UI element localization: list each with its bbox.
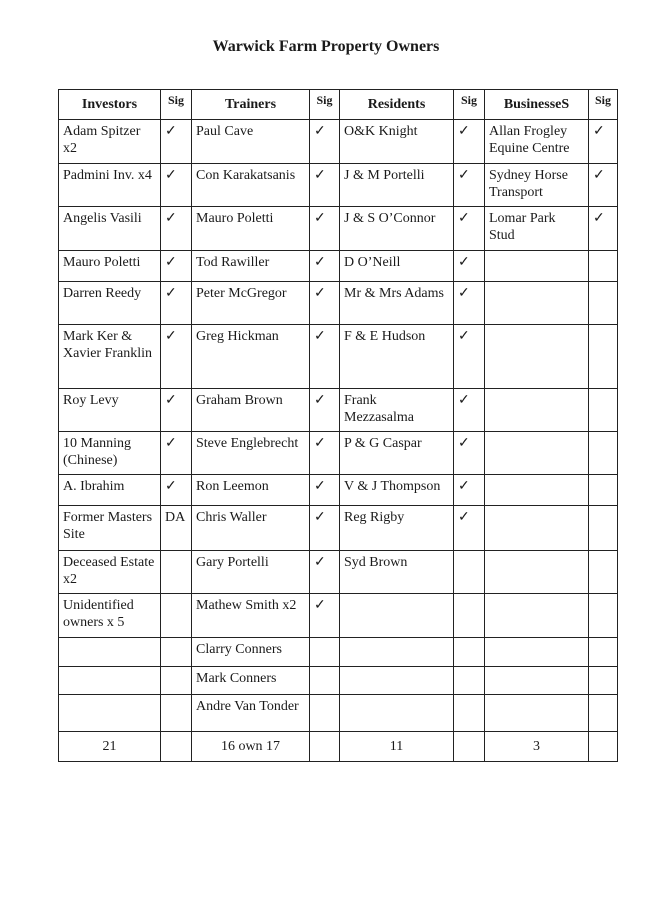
investor-cell: Adam Spitzer x2 bbox=[59, 120, 161, 164]
sig-trainer-cell: ✓ bbox=[310, 551, 340, 594]
table-row bbox=[59, 389, 618, 432]
business-cell: Lomar Park Stud bbox=[485, 207, 589, 251]
table-row bbox=[59, 551, 618, 594]
business-cell bbox=[485, 475, 589, 506]
totals-row bbox=[59, 732, 618, 762]
trainer-cell: Tod Rawiller bbox=[192, 251, 310, 282]
sig-trainer-cell: ✓ bbox=[310, 325, 340, 389]
investor-cell bbox=[59, 695, 161, 732]
trainer-cell: Chris Waller bbox=[192, 506, 310, 551]
sig-business-cell bbox=[589, 667, 618, 695]
trainer-cell: Mauro Poletti bbox=[192, 207, 310, 251]
sig-trainer-cell: ✓ bbox=[310, 251, 340, 282]
sig-resident-cell: ✓ bbox=[454, 120, 485, 164]
sig-resident-cell: ✓ bbox=[454, 389, 485, 432]
sig-resident-cell: ✓ bbox=[454, 282, 485, 325]
table-row bbox=[59, 475, 618, 506]
sig-resident-cell bbox=[454, 667, 485, 695]
table-row bbox=[59, 325, 618, 389]
business-cell bbox=[485, 594, 589, 638]
resident-cell: J & S O’Connor bbox=[340, 207, 454, 251]
sig-business-cell bbox=[589, 695, 618, 732]
resident-cell bbox=[340, 638, 454, 667]
trainer-cell: Paul Cave bbox=[192, 120, 310, 164]
sig-investor-cell: ✓ bbox=[161, 475, 192, 506]
sig-investor-cell: ✓ bbox=[161, 251, 192, 282]
sig-investor-cell: DA bbox=[161, 506, 192, 551]
sig-resident-cell: ✓ bbox=[454, 164, 485, 207]
sig-resident-cell: ✓ bbox=[454, 432, 485, 475]
header-sig-trainers: Sig bbox=[310, 90, 340, 120]
resident-cell: P & G Caspar bbox=[340, 432, 454, 475]
investor-cell: Mark Ker & Xavier Franklin bbox=[59, 325, 161, 389]
investor-cell: 10 Manning (Chinese) bbox=[59, 432, 161, 475]
sig-investor-cell: ✓ bbox=[161, 164, 192, 207]
sig-trainer-cell: ✓ bbox=[310, 164, 340, 207]
business-cell bbox=[485, 432, 589, 475]
sig-business-cell bbox=[589, 475, 618, 506]
header-investors: Investors bbox=[59, 90, 161, 120]
sig-investor-cell bbox=[161, 695, 192, 732]
sig-trainer-cell: ✓ bbox=[310, 389, 340, 432]
sig-trainer-cell: ✓ bbox=[310, 506, 340, 551]
resident-cell: Syd Brown bbox=[340, 551, 454, 594]
sig-resident-cell: ✓ bbox=[454, 475, 485, 506]
page-title: Warwick Farm Property Owners bbox=[212, 38, 440, 55]
table-row bbox=[59, 667, 618, 695]
header-residents: Residents bbox=[340, 90, 454, 120]
investor-cell: Padmini Inv. x4 bbox=[59, 164, 161, 207]
investor-cell: Deceased Estate x2 bbox=[59, 551, 161, 594]
resident-total: 11 bbox=[340, 732, 454, 762]
resident-cell bbox=[340, 667, 454, 695]
sig-trainer-cell: ✓ bbox=[310, 282, 340, 325]
trainer-total: 16 own 17 bbox=[192, 732, 310, 762]
investor-cell bbox=[59, 638, 161, 667]
business-cell bbox=[485, 325, 589, 389]
sig-business-cell bbox=[589, 282, 618, 325]
trainer-cell: Con Karakatsanis bbox=[192, 164, 310, 207]
table-row bbox=[59, 432, 618, 475]
trainer-cell: Ron Leemon bbox=[192, 475, 310, 506]
sig-resident-cell bbox=[454, 594, 485, 638]
table-row bbox=[59, 638, 618, 667]
investor-cell: Unidentified owners x 5 bbox=[59, 594, 161, 638]
sig-business-cell bbox=[589, 432, 618, 475]
sig-investor-cell bbox=[161, 594, 192, 638]
sig-investor-cell: ✓ bbox=[161, 207, 192, 251]
sig-trainer-cell bbox=[310, 695, 340, 732]
business-cell bbox=[485, 551, 589, 594]
business-cell bbox=[485, 389, 589, 432]
business-total: 3 bbox=[485, 732, 589, 762]
sig-investor-cell: ✓ bbox=[161, 432, 192, 475]
resident-cell bbox=[340, 695, 454, 732]
investor-cell: Roy Levy bbox=[59, 389, 161, 432]
sig-trainer-cell: ✓ bbox=[310, 207, 340, 251]
sig-trainer-cell: ✓ bbox=[310, 594, 340, 638]
sig-business-cell bbox=[589, 389, 618, 432]
business-cell bbox=[485, 667, 589, 695]
business-cell bbox=[485, 695, 589, 732]
sig-trainer-cell: ✓ bbox=[310, 432, 340, 475]
resident-cell: Frank Mezzasalma bbox=[340, 389, 454, 432]
trainer-cell: Clarry Conners bbox=[192, 638, 310, 667]
investor-cell: Darren Reedy bbox=[59, 282, 161, 325]
table-row bbox=[59, 506, 618, 551]
table-row bbox=[59, 207, 618, 251]
sig-resident-cell bbox=[454, 695, 485, 732]
investor-cell: Former Masters Site bbox=[59, 506, 161, 551]
sig-trainer-cell: ✓ bbox=[310, 120, 340, 164]
business-cell bbox=[485, 251, 589, 282]
sig-business-cell bbox=[589, 251, 618, 282]
business-cell bbox=[485, 506, 589, 551]
business-cell: Sydney Horse Transport bbox=[485, 164, 589, 207]
sig-trainer-cell bbox=[310, 667, 340, 695]
resident-cell: V & J Thompson bbox=[340, 475, 454, 506]
sig-resident-cell: ✓ bbox=[454, 251, 485, 282]
sig-investor-cell bbox=[161, 551, 192, 594]
resident-cell: O&K Knight bbox=[340, 120, 454, 164]
trainer-cell: Andre Van Tonder bbox=[192, 695, 310, 732]
business-cell bbox=[485, 282, 589, 325]
owners-table bbox=[58, 89, 618, 762]
sig-resident-cell bbox=[454, 638, 485, 667]
sig-business-total bbox=[589, 732, 618, 762]
sig-trainer-total bbox=[310, 732, 340, 762]
sig-business-cell bbox=[589, 325, 618, 389]
investor-cell bbox=[59, 667, 161, 695]
sig-investor-cell: ✓ bbox=[161, 282, 192, 325]
sig-resident-cell bbox=[454, 551, 485, 594]
sig-trainer-cell: ✓ bbox=[310, 475, 340, 506]
table-row bbox=[59, 164, 618, 207]
header-sig-residents: Sig bbox=[454, 90, 485, 120]
sig-investor-cell: ✓ bbox=[161, 389, 192, 432]
table-row bbox=[59, 594, 618, 638]
sig-business-cell: ✓ bbox=[589, 164, 618, 207]
sig-investor-cell bbox=[161, 667, 192, 695]
investor-cell: Mauro Poletti bbox=[59, 251, 161, 282]
sig-trainer-cell bbox=[310, 638, 340, 667]
header-businesses: BusinesseS bbox=[485, 90, 589, 120]
resident-cell: D O’Neill bbox=[340, 251, 454, 282]
sig-resident-cell: ✓ bbox=[454, 325, 485, 389]
sig-business-cell bbox=[589, 506, 618, 551]
table-row bbox=[59, 282, 618, 325]
sig-investor-cell: ✓ bbox=[161, 120, 192, 164]
trainer-cell: Gary Portelli bbox=[192, 551, 310, 594]
sig-business-cell bbox=[589, 638, 618, 667]
business-cell: Allan Frogley Equine Centre bbox=[485, 120, 589, 164]
header-sig-businesses: Sig bbox=[589, 90, 618, 120]
sig-business-cell: ✓ bbox=[589, 207, 618, 251]
sig-resident-cell: ✓ bbox=[454, 506, 485, 551]
trainer-cell: Greg Hickman bbox=[192, 325, 310, 389]
table-row bbox=[59, 251, 618, 282]
table-row bbox=[59, 120, 618, 164]
sig-resident-total bbox=[454, 732, 485, 762]
resident-cell: Reg Rigby bbox=[340, 506, 454, 551]
sig-business-cell bbox=[589, 551, 618, 594]
trainer-cell: Mark Conners bbox=[192, 667, 310, 695]
trainer-cell: Mathew Smith x2 bbox=[192, 594, 310, 638]
trainer-cell: Steve Englebrecht bbox=[192, 432, 310, 475]
table-row bbox=[59, 695, 618, 732]
business-cell bbox=[485, 638, 589, 667]
trainer-cell: Graham Brown bbox=[192, 389, 310, 432]
sig-investor-cell: ✓ bbox=[161, 325, 192, 389]
investor-cell: Angelis Vasili bbox=[59, 207, 161, 251]
resident-cell: J & M Portelli bbox=[340, 164, 454, 207]
sig-business-cell bbox=[589, 594, 618, 638]
trainer-cell: Peter McGregor bbox=[192, 282, 310, 325]
header-trainers: Trainers bbox=[192, 90, 310, 120]
investor-cell: A. Ibrahim bbox=[59, 475, 161, 506]
investor-total: 21 bbox=[59, 732, 161, 762]
resident-cell: F & E Hudson bbox=[340, 325, 454, 389]
sig-business-cell: ✓ bbox=[589, 120, 618, 164]
sig-resident-cell: ✓ bbox=[454, 207, 485, 251]
header-sig-investors: Sig bbox=[161, 90, 192, 120]
sig-investor-total bbox=[161, 732, 192, 762]
resident-cell: Mr & Mrs Adams bbox=[340, 282, 454, 325]
sig-investor-cell bbox=[161, 638, 192, 667]
resident-cell bbox=[340, 594, 454, 638]
